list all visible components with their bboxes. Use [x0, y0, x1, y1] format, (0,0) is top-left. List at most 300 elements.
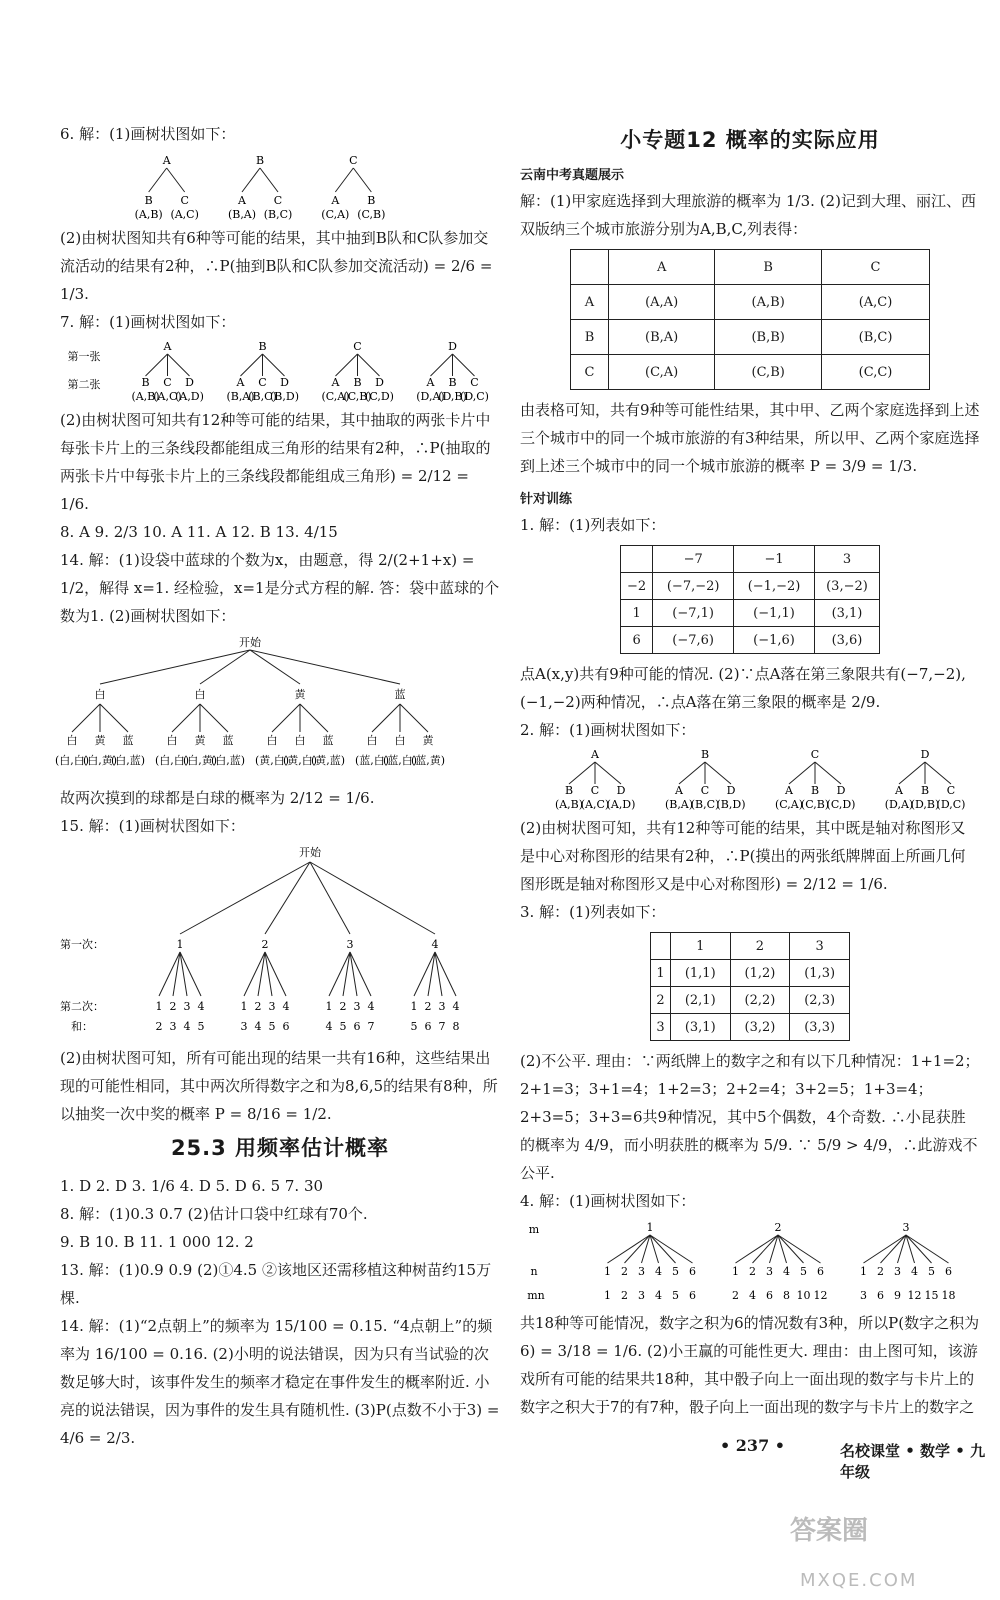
tree-second-draw: 1: [155, 1000, 163, 1013]
tree-product: 3: [860, 1289, 867, 1302]
tree-level2: 黄: [422, 734, 434, 747]
row-label-second: 第二张: [67, 378, 101, 391]
table-cell: (3,6): [814, 627, 879, 654]
tree-outcome: (C,A): [321, 390, 350, 403]
tree-outcome: (B,A): [664, 798, 694, 811]
tree-outcome: (A,C): [170, 208, 199, 221]
tree-branch: [372, 704, 400, 732]
answers-8-13: 8. A 9. 2/3 10. A 11. A 12. B 13. 4/15: [60, 523, 338, 541]
tree-branch: [310, 862, 350, 934]
tree-branch: [358, 354, 380, 376]
tree-sum: 5: [197, 1020, 205, 1033]
row-label-first: 第一次：: [60, 938, 104, 951]
tree-root: A: [163, 340, 172, 353]
tree-outcome: (A,C): [153, 390, 182, 403]
q14-text-1: 14. 解：(1)设袋中蓝球的个数为x，由题意，得 2/(2+1+x) = 1/2，解得 x=1. 经检验，x=1是分式方程的解. 答：袋中蓝球的个数为1. (2)画树状图如下：: [60, 551, 500, 625]
tree-outcome: (D,A): [884, 798, 914, 811]
tree-root: A: [162, 154, 171, 167]
tree-product: 5: [672, 1289, 679, 1302]
tree-start: 开始: [299, 846, 321, 859]
tree-branch: [679, 762, 705, 784]
tree-root: A: [591, 748, 599, 761]
tree-second-draw: 3: [183, 1000, 191, 1013]
tree-outcome: (黄,蓝): [310, 754, 346, 767]
table-header-row: [571, 250, 930, 285]
tree-branch: [569, 762, 595, 784]
footer-series: 名校课堂 • 数学 • 九年级: [840, 1442, 986, 1481]
table-cell: (2,3): [790, 987, 850, 1014]
tree-sum: 7: [438, 1020, 446, 1033]
section-answers-13: 13. 解：(1)0.9 0.9 (2)①4.5 ②该地区还需移植这种树苗约15万棵.: [60, 1261, 492, 1307]
row-label-sum: 和：: [71, 1020, 93, 1033]
t-q1-intro: 1. 解：(1)列表如下：: [520, 516, 666, 534]
tree-root: C: [349, 154, 358, 167]
tree-outcome: (C,A): [774, 798, 804, 811]
table-cell: (A,C): [822, 285, 930, 320]
tree-leaf: A: [895, 784, 903, 797]
tree-branch: [336, 354, 358, 376]
table-cell: C: [571, 355, 609, 390]
tree-leaf: 4: [911, 1265, 918, 1278]
t-q4-tree: [520, 1217, 980, 1307]
tree-leaf: A: [236, 376, 245, 389]
table-header-row: [651, 933, 850, 960]
tree-root: C: [353, 340, 362, 353]
table-cell: 2: [651, 987, 671, 1014]
table-cell: B: [715, 250, 822, 285]
tree-leaf: 5: [800, 1265, 807, 1278]
tree-outcome: (B,D): [716, 798, 746, 811]
tree-level2: 白: [366, 734, 378, 747]
tree-leaf: B: [810, 784, 820, 797]
tree-root: B: [258, 340, 267, 353]
tree-root: 1: [646, 1221, 654, 1234]
tree-leaf: C: [470, 376, 479, 389]
tree-leaf: A: [785, 784, 793, 797]
page-number: • 237 •: [720, 1436, 785, 1455]
tree-branch: [815, 762, 841, 784]
tree-level2: 白: [266, 734, 278, 747]
table-row: [571, 355, 930, 390]
t-q2-intro: 2. 解：(1)画树状图如下：: [520, 721, 696, 739]
tree-second-draw: 1: [325, 1000, 333, 1013]
tree-product: 2: [732, 1289, 739, 1302]
tree-level1: 黄: [294, 688, 306, 701]
tree-branch: [168, 354, 190, 376]
table-cell: [621, 546, 653, 573]
tree-outcome: (B,D): [270, 390, 299, 403]
tree-leaf: D: [185, 376, 194, 389]
tree-outcome: (白,黄): [182, 754, 218, 767]
tree-outcome: (C,B): [800, 798, 830, 811]
tree-branch: [250, 650, 400, 684]
tree-root: B: [700, 748, 710, 761]
tree-outcome: (A,C): [580, 798, 610, 811]
tree-outcome: (B,A): [226, 390, 255, 403]
tree-level2: 黄: [94, 734, 106, 747]
t-q3-text: (2)不公平. 理由：∵两纸牌上的数字之和有以下几种情况：1+1=2；2+1=3；3+1=4；1+2=3；2+2=4；3+2=5；1+3=4；2+3=5；3+3=6共9种情况，其中5个偶数，4个奇数. ∴小昆获胜的概率为 4/9，而小明获胜的概率为 5/9. ∵ 5/9 > 4/9，∴此游戏不公平.: [520, 1052, 980, 1182]
tree-leaf: 1: [604, 1265, 611, 1278]
tree-leaf: 6: [689, 1265, 696, 1278]
tree-outcome: (D,A): [416, 390, 445, 403]
tree-product: 10: [796, 1289, 811, 1302]
table-cell: 1: [621, 600, 653, 627]
tree-level2: 白: [166, 734, 178, 747]
tree-leaf: 6: [945, 1265, 952, 1278]
tree-product: 12: [813, 1289, 828, 1302]
q7-intro: 7. 解：(1)画树状图如下：: [60, 313, 236, 331]
tree-outcome: (A,B): [131, 390, 160, 403]
tree-sum: 3: [169, 1020, 177, 1033]
table-cell: 1: [651, 960, 671, 987]
tree-branch: [789, 762, 815, 784]
table-cell: (3,2): [730, 1014, 790, 1041]
tree-outcome: (蓝,白): [382, 754, 418, 767]
tree-second-draw: 1: [410, 1000, 418, 1013]
table-row: [621, 573, 880, 600]
section-title: 25.3 用频率估计概率: [170, 1136, 390, 1160]
tree-leaf: 1: [732, 1265, 739, 1278]
table-cell: (B,C): [822, 320, 930, 355]
tree-branch: [250, 650, 300, 684]
table-header-row: [621, 546, 880, 573]
table-points: [620, 545, 880, 654]
tree-branch: [172, 704, 200, 732]
tree-leaf: B: [367, 194, 376, 207]
t-q3-intro: 3. 解：(1)列表如下：: [520, 903, 666, 921]
table-cell: (−1,1): [734, 600, 815, 627]
tree-product: 1: [604, 1289, 611, 1302]
intro-paragraph: 解：(1)甲家庭选择到大理旅游的概率为 1/3. (2)记到大理、丽江、西双版纳三个城市旅游分别为A,B,C,列表得：: [520, 192, 976, 238]
tree-level1: 2: [261, 938, 269, 951]
tree-sum: 5: [268, 1020, 276, 1033]
t-q2-text: (2)由树状图可知，共有12种等可能的结果，其中既是轴对称图形又是中心对称图形的结果有2种，∴P(摸出的两张纸牌牌面上所画几何图形既是轴对称图形又是中心对称图形) = 2/12 = 1/6.: [520, 819, 966, 893]
table-row: [651, 987, 850, 1014]
tree-product: 12: [907, 1289, 922, 1302]
q14-text-2: 故两次摸到的球都是白球的概率为 2/12 = 1/6.: [60, 789, 375, 807]
tree-second-draw: 2: [424, 1000, 432, 1013]
tree-outcome: (C,D): [365, 390, 394, 403]
tree-level1: 3: [346, 938, 354, 951]
table-cell: (C,A): [609, 355, 715, 390]
tree-leaf: B: [920, 784, 930, 797]
section-answers-8: 8. 解：(1)0.3 0.7 (2)估计口袋中红球有70个.: [60, 1205, 368, 1223]
table-cell: (−7,6): [653, 627, 734, 654]
tree-branch: [300, 704, 328, 732]
tree-leaf: 4: [783, 1265, 790, 1278]
tree-leaf: A: [238, 194, 246, 207]
tree-branch: [263, 354, 285, 376]
table-cell: (−7,1): [653, 600, 734, 627]
tree-leaf: 6: [817, 1265, 824, 1278]
tree-branch: [310, 862, 435, 934]
table-cell: (C,C): [822, 355, 930, 390]
tree-outcome: (白,蓝): [210, 754, 246, 767]
tree-outcome: (A,D): [606, 798, 636, 811]
tree-branch: [149, 168, 167, 192]
table-cell: (1,3): [790, 960, 850, 987]
tree-branch: [260, 168, 278, 192]
tree-leaf: 5: [672, 1265, 679, 1278]
tree-sum: 5: [410, 1020, 418, 1033]
tree-sum: 6: [282, 1020, 290, 1033]
tree-outcome: (蓝,白): [354, 754, 390, 767]
row-label-n: n: [530, 1265, 538, 1278]
table-cell: (−1,6): [734, 627, 815, 654]
tree-branch: [353, 168, 371, 192]
tree-level2: 黄: [194, 734, 206, 747]
table-cell: (3,1): [670, 1014, 730, 1041]
tree-branch: [265, 862, 310, 934]
table-cell: (−1,−2): [734, 573, 815, 600]
tree-second-draw: 2: [254, 1000, 262, 1013]
tree-leaf: A: [675, 784, 683, 797]
tree-leaf: A: [331, 376, 340, 389]
tree-root: D: [448, 340, 457, 353]
q15-text: (2)由树状图可知，所有可能出现的结果一共有16种，这些结果出现的可能性相同，其中两次所得数字之和为8,6,5的结果有8种，所以抽奖一次中奖的概率 P = 8/16 = 1/2.: [60, 1049, 498, 1123]
tree-leaf: 3: [894, 1265, 901, 1278]
table-cell: (1,1): [670, 960, 730, 987]
tree-product: 8: [783, 1289, 790, 1302]
tree-branch: [100, 650, 250, 684]
tree-leaf: 4: [655, 1265, 662, 1278]
tree-product: 6: [766, 1289, 773, 1302]
topic-title: 小专题12 概率的实际应用: [620, 128, 880, 152]
t-q2-tree: [520, 746, 980, 812]
section-answers-9: 9. B 10. B 11. 1 000 12. 2: [60, 1233, 254, 1251]
tree-sum: 2: [155, 1020, 163, 1033]
tree-leaf: 2: [877, 1265, 884, 1278]
tree-outcome: (B,C): [263, 208, 293, 221]
table-cell: (A,A): [609, 285, 715, 320]
tree-sum: 7: [367, 1020, 375, 1033]
table-cell: (3,−2): [814, 573, 879, 600]
t-q1-text: 点A(x,y)共有9种可能的情况. (2)∵点A落在第三象限共有(−7,−2),(−1,−2)两种情况，∴点A落在第三象限的概率是 2/9.: [520, 665, 966, 711]
tree-leaf: C: [590, 784, 600, 797]
tree-branch: [400, 704, 428, 732]
tree-outcome: (蓝,黄): [410, 754, 446, 767]
table-cell: (A,B): [715, 285, 822, 320]
table-row: [621, 627, 880, 654]
row-label-mn: mn: [527, 1289, 545, 1302]
tree-leaf: 3: [766, 1265, 773, 1278]
tree-outcome: (D,B): [438, 390, 467, 403]
tree-level2: 白: [294, 734, 306, 747]
tree-product: 9: [894, 1289, 901, 1302]
tree-level1: 4: [431, 938, 439, 951]
tree-level1: 蓝: [394, 688, 406, 701]
tree-leaf: D: [836, 784, 846, 797]
table-cell: 3: [814, 546, 879, 573]
tree-branch: [180, 862, 310, 934]
table-cell: (3,1): [814, 600, 879, 627]
table-cell: 2: [730, 933, 790, 960]
right-column: [520, 120, 980, 1421]
tree-leaf: D: [280, 376, 289, 389]
tree-leaf: B: [141, 376, 150, 389]
table-row: [571, 320, 930, 355]
table-cell: (B,A): [609, 320, 715, 355]
table-cards: [650, 932, 850, 1041]
q14-tree: [54, 632, 500, 782]
tree-leaf: D: [726, 784, 736, 797]
tree-sum: 6: [424, 1020, 432, 1033]
table-cell: (−7,−2): [653, 573, 734, 600]
tree-branch: [899, 762, 925, 784]
table-cell: −1: [734, 546, 815, 573]
tree-leaf: 2: [749, 1265, 756, 1278]
tree-level2: 蓝: [122, 734, 134, 747]
tree-leaf: B: [564, 784, 574, 797]
tree-second-draw: 3: [353, 1000, 361, 1013]
tree-second-draw: 3: [268, 1000, 276, 1013]
tree-branch: [335, 168, 353, 192]
tree-product: 4: [655, 1289, 662, 1302]
tree-outcome: (C,D): [826, 798, 856, 811]
table-cell: (1,2): [730, 960, 790, 987]
tree-second-draw: 2: [339, 1000, 347, 1013]
tree-second-draw: 3: [438, 1000, 446, 1013]
section-answers-1: 1. D 2. D 3. 1/6 4. D 5. D 6. 5 7. 30: [60, 1177, 324, 1195]
tree-level1: 白: [194, 688, 206, 701]
tree-leaf: C: [273, 194, 283, 207]
tree-leaf: 5: [928, 1265, 935, 1278]
tree-sum: 4: [183, 1020, 191, 1033]
tree-level2: 蓝: [322, 734, 334, 747]
q15-tree: [60, 842, 500, 1042]
tree-leaf: C: [700, 784, 710, 797]
tree-outcome: (D,C): [460, 390, 489, 403]
tree-level1: 白: [94, 688, 106, 701]
tree-leaf: D: [616, 784, 626, 797]
left-column: [54, 120, 500, 1452]
table-cell: (B,B): [715, 320, 822, 355]
tree-second-draw: 4: [282, 1000, 290, 1013]
q15-intro: 15. 解：(1)画树状图如下：: [60, 817, 245, 835]
tree-level2: 蓝: [222, 734, 234, 747]
table-cell: C: [822, 250, 930, 285]
tree-root: D: [920, 748, 930, 761]
section-answers-14: 14. 解：(1)“2点朝上”的频率为 15/100 = 0.15. “4点朝上”的频率为 16/100 = 0.16. (2)小明的说法错误，因为只有当试验的次数足够大时，该事件发生的频率才稳定在事件发生的概率附近. 小亮的说法错误，因为事件的发生具有随机性. (3)P(点数不小于3) = 4/6 = 2/3.: [60, 1317, 500, 1447]
tree-outcome: (C,A): [321, 208, 350, 221]
table-cities: [570, 249, 930, 390]
table-cell: (3,3): [790, 1014, 850, 1041]
tree-branch: [241, 354, 263, 376]
tree-sum: 4: [254, 1020, 262, 1033]
tree-sum: 8: [452, 1020, 460, 1033]
tree-second-draw: 1: [240, 1000, 248, 1013]
tree-outcome: (D,C): [936, 798, 966, 811]
tree-product: 6: [877, 1289, 884, 1302]
tree-branch: [705, 762, 731, 784]
tree-outcome: (C,B): [357, 208, 386, 221]
tree-sum: 5: [339, 1020, 347, 1033]
tree-outcome: (B,A): [227, 208, 257, 221]
tree-outcome: (A,B): [134, 208, 163, 221]
tree-outcome: (B,C): [248, 390, 277, 403]
tree-outcome: (白,白): [154, 754, 190, 767]
tree-sum: 4: [325, 1020, 333, 1033]
tree-outcome: (D,B): [910, 798, 940, 811]
table-cell: (C,B): [715, 355, 822, 390]
q6-tree: [60, 150, 500, 222]
t-q4-text: 共18种等可能情况，数字之积为6的情况数有3种，所以P(数字之积为6) = 3/18 = 1/6. (2)小王赢的可能性更大. 理由：由上图可知，该游戏所有可能的结果共18种，其中骰子向上一面出现的数字与卡片上的数字之积大于7的有7种，骰子向上一面出现的数字与卡片上的数字之: [520, 1314, 980, 1416]
q6-intro: 6. 解：(1)画树状图如下：: [60, 125, 236, 143]
table-row: [621, 600, 880, 627]
tree-product: 15: [924, 1289, 939, 1302]
tree-outcome: (黄,白): [282, 754, 318, 767]
tree-outcome: (A,B): [554, 798, 584, 811]
tree-outcome: (C,B): [343, 390, 372, 403]
tree-leaf: C: [946, 784, 956, 797]
tree-start: 开始: [239, 636, 261, 649]
tree-product: 6: [689, 1289, 696, 1302]
tree-branch: [242, 168, 260, 192]
table-cell: 3: [651, 1014, 671, 1041]
tree-root: 2: [774, 1221, 782, 1234]
tree-level1: 1: [176, 938, 184, 951]
tree-product: 2: [621, 1289, 628, 1302]
subhead-training: 针对训练: [520, 492, 573, 507]
tree-outcome: (白,黄): [82, 754, 118, 767]
table-row: [651, 1014, 850, 1041]
watermark-url: MXQE.COM: [800, 1570, 918, 1591]
tree-branch: [272, 704, 300, 732]
table-row: [651, 960, 850, 987]
tree-product: 18: [941, 1289, 956, 1302]
tree-outcome: (B,C): [690, 798, 720, 811]
table-cell: −2: [621, 573, 653, 600]
tree-level2: 白: [66, 734, 78, 747]
q7-text: (2)由树状图可知共有12种等可能的结果，其中抽取的两张卡片中每张卡片上的三条线段都能组成三角形的结果有2种，∴P(抽取的两张卡片中每张卡片上的三条线段都能组成三角形) = 2/12 = 1/6.: [60, 411, 491, 513]
tree-root: B: [255, 154, 265, 167]
tree-branch: [146, 354, 168, 376]
tree-outcome: (黄,白): [254, 754, 290, 767]
row-label-first: 第一张: [67, 350, 101, 363]
tree-leaf: 3: [638, 1265, 645, 1278]
tree-leaf: D: [375, 376, 384, 389]
tree-outcome: (白,蓝): [110, 754, 146, 767]
tree-sum: 3: [240, 1020, 248, 1033]
table-cell: [651, 933, 671, 960]
table-cell: 1: [670, 933, 730, 960]
tree-branch: [431, 354, 453, 376]
tree-branch: [167, 168, 185, 192]
table-cell: (2,2): [730, 987, 790, 1014]
tree-second-draw: 4: [197, 1000, 205, 1013]
tree-second-draw: 2: [169, 1000, 177, 1013]
tree-product: 3: [638, 1289, 645, 1302]
tree-outcome: (A,D): [175, 390, 204, 403]
table-cell: [571, 250, 609, 285]
tree-branch: [595, 762, 621, 784]
table-cell: A: [609, 250, 715, 285]
conclusion-paragraph: 由表格可知，共有9种等可能性结果，其中甲、乙两个家庭选择到上述三个城市中的同一个城市旅游的有3种结果，所以甲、乙两个家庭选择到上述三个城市中的同一个城市旅游的概率 P = 3/9 = 1/3.: [520, 401, 980, 475]
tree-second-draw: 4: [367, 1000, 375, 1013]
tree-branch: [200, 650, 250, 684]
table-row: [571, 285, 930, 320]
subhead-yunnan: 云南中考真题展示: [520, 168, 625, 183]
q7-tree: [60, 338, 500, 404]
tree-branch: [72, 704, 100, 732]
tree-leaf: B: [448, 376, 457, 389]
tree-leaf: B: [353, 376, 362, 389]
tree-sum: 6: [353, 1020, 361, 1033]
tree-leaf: C: [163, 376, 172, 389]
table-cell: 6: [621, 627, 653, 654]
tree-leaf: C: [258, 376, 267, 389]
tree-leaf: 1: [860, 1265, 867, 1278]
